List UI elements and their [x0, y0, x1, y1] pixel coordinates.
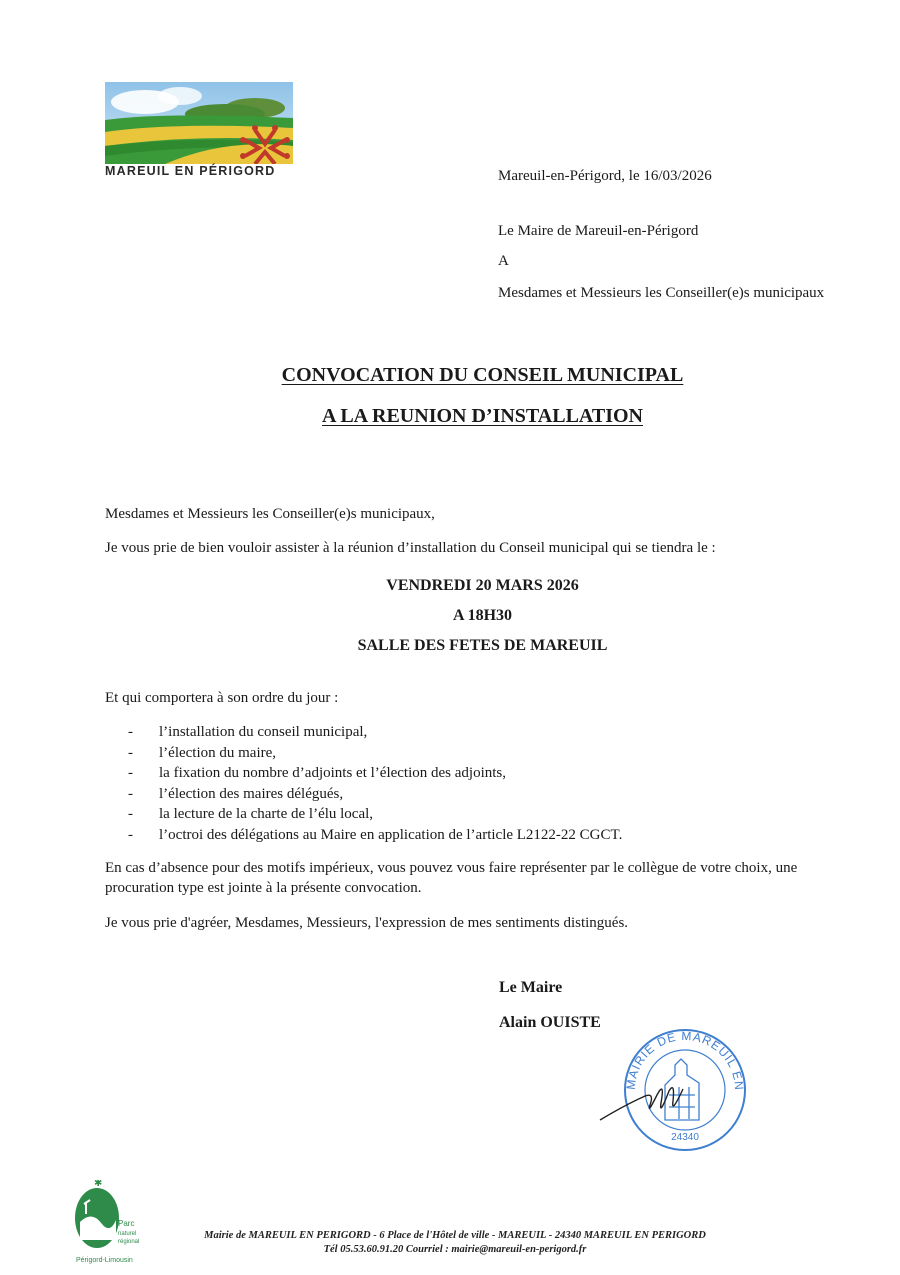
agenda-list [128, 722, 622, 845]
meeting-place: SALLE DES FETES DE MAREUIL [357, 637, 608, 654]
date-line: Mareuil-en-Périgord, le 16/03/2026 [498, 168, 712, 184]
svg-text:MAIRIE DE MAREUIL EN PÉRIGORD: MAIRIE DE MAREUIL EN [623, 1028, 747, 1092]
agenda-item [128, 722, 622, 743]
document-title: CONVOCATION DU CONSEIL MUNICIPAL [281, 364, 684, 386]
list-dash: - [128, 806, 133, 822]
agenda-item [128, 825, 622, 846]
svg-text:naturel: naturel [118, 1231, 137, 1237]
meeting-date: VENDREDI 20 MARS 2026 [386, 577, 579, 594]
official-stamp [595, 1025, 765, 1155]
agenda-item-text: l’élection des maires délégués, [159, 785, 344, 802]
recipients-line: Mesdames et Messieurs les Conseiller(e)s municipaux [498, 285, 825, 301]
agenda-item [128, 804, 622, 825]
agenda-item-text: l’élection du maire, [159, 744, 277, 761]
document-subtitle: A LA REUNION D’INSTALLATION [322, 405, 643, 427]
list-dash: - [128, 765, 133, 781]
list-dash: - [128, 826, 133, 843]
footer-address: Mairie de MAREUIL EN PERIGORD - 6 Place de l'Hôtel de ville - MAREUIL - 24340 MAREUIL EN PERIGORD [204, 1230, 706, 1241]
agenda-item [128, 743, 622, 764]
list-dash: - [128, 724, 133, 740]
agenda-item-text: la fixation du nombre d’adjoints et l’élection des adjoints, [159, 765, 506, 781]
signature-title: Le Maire [499, 979, 563, 996]
closing-formula: Je vous prie d'agréer, Mesdames, Messieurs, l'expression de mes sentiments distingués. [105, 915, 629, 931]
signature-name: Alain OUISTE [499, 1014, 601, 1031]
agenda-item [128, 784, 622, 805]
to-line: A [498, 253, 509, 269]
intro-paragraph: Je vous prie de bien vouloir assister à la réunion d’installation du Conseil municipal qui se tiendra le : [105, 540, 716, 556]
agenda-intro: Et qui comportera à son ordre du jour : [105, 690, 339, 706]
svg-text:Parc: Parc [118, 1219, 135, 1228]
sender-line: Le Maire de Mareuil-en-Périgord [498, 223, 699, 239]
svg-text:24340: 24340 [671, 1132, 699, 1143]
svg-text:régional: régional [118, 1239, 140, 1245]
agenda-item-text: l’octroi des délégations au Maire en application de l’article L2122-22 CGCT. [159, 826, 623, 843]
list-dash: - [128, 785, 133, 802]
park-logo [72, 1180, 152, 1270]
list-dash: - [128, 744, 133, 761]
agenda-item [128, 763, 622, 784]
logo-title: MAREUIL EN PÉRIGORD [105, 164, 276, 178]
agenda-item-text: l’installation du conseil municipal, [159, 724, 368, 740]
meeting-time: A 18H30 [452, 607, 513, 624]
absence-paragraph: En cas d’absence pour des motifs impérieux, vous pouvez vous faire représenter par le collègue de votre choix, une procuration type est jointe à la présente convocation. [105, 860, 798, 896]
svg-text:Périgord-Limousin: Périgord-Limousin [76, 1257, 133, 1264]
svg-text:✱: ✱ [94, 1180, 103, 1189]
agenda-item-text: la lecture de la charte de l’élu local, [159, 806, 374, 822]
footer-contact: Tél 05.53.60.91.20 Courriel : mairie@mareuil-en-perigord.fr [323, 1244, 587, 1255]
salutation: Mesdames et Messieurs les Conseiller(e)s municipaux, [105, 506, 435, 522]
